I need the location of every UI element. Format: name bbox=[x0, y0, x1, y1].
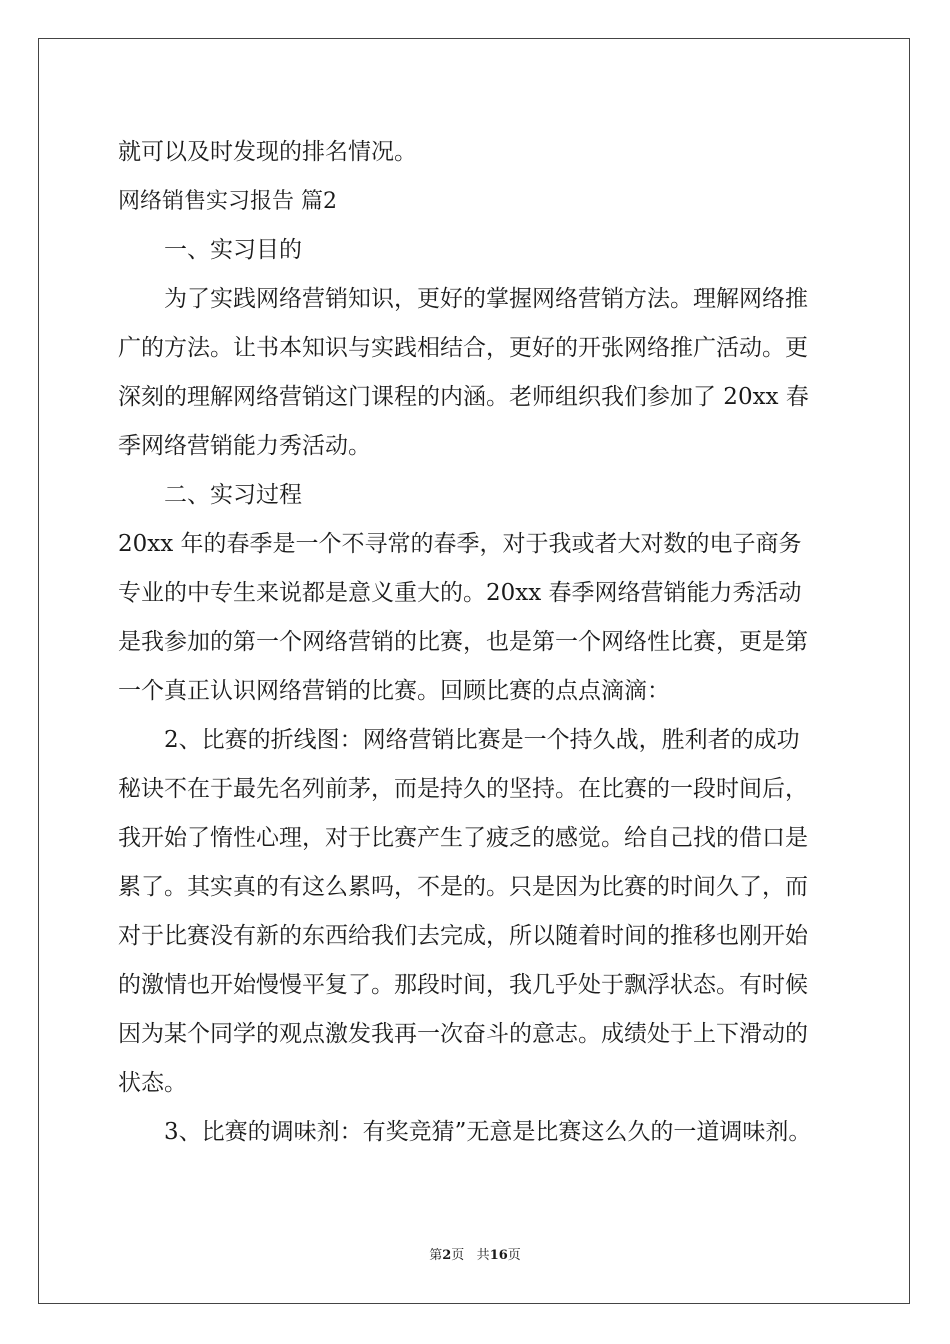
subheading: 二、实习过程 bbox=[164, 482, 302, 508]
page-label-prefix: 第 bbox=[429, 1248, 443, 1263]
text-line: 累了。其实真的有这么累吗，不是的。只是因为比赛的时间久了，而 bbox=[118, 874, 808, 900]
text-line: 的激情也开始慢慢平复了。那段时间，我几乎处于飘浮状态。有时候 bbox=[118, 972, 808, 998]
text-line: 因为某个同学的观点激发我再一次奋斗的意志。成绩处于上下滑动的 bbox=[118, 1021, 808, 1047]
text-line: 对于比赛没有新的东西给我们去完成，所以随着时间的推移也刚开始 bbox=[118, 923, 808, 949]
total-label-suffix: 页 bbox=[507, 1248, 521, 1263]
section-title: 网络销售实习报告 篇2 bbox=[118, 189, 337, 214]
total-label-prefix: 共 bbox=[476, 1248, 490, 1263]
document-body bbox=[118, 128, 834, 1157]
text-line: 状态。 bbox=[118, 1070, 187, 1096]
text-line: 2、比赛的折线图：网络营销比赛是一个持久战，胜利者的成功 bbox=[164, 727, 800, 753]
subheading: 一、实习目的 bbox=[164, 237, 302, 263]
page-footer bbox=[0, 1246, 950, 1266]
text-line: 是我参加的第一个网络营销的比赛，也是第一个网络性比赛，更是第 bbox=[118, 629, 808, 655]
text-line: 专业的中专生来说都是意义重大的。20xx 春季网络营销能力秀活动 bbox=[118, 580, 802, 606]
page-number: 2 bbox=[442, 1248, 452, 1263]
text-line: 季网络营销能力秀活动。 bbox=[118, 433, 371, 459]
text-line: 为了实践网络营销知识，更好的掌握网络营销方法。理解网络推 bbox=[164, 286, 808, 312]
text-line: 3、比赛的调味剂：有奖竞猜”无意是比赛这么久的一道调味剂。 bbox=[164, 1119, 812, 1145]
page-label-suffix: 页 bbox=[451, 1248, 465, 1263]
text-line: 秘诀不在于最先名列前茅，而是持久的坚持。在比赛的一段时间后， bbox=[118, 776, 808, 802]
total-pages: 16 bbox=[489, 1248, 508, 1263]
text-line: 广的方法。让书本知识与实践相结合，更好的开张网络推广活动。更 bbox=[118, 335, 808, 361]
text-line: 一个真正认识网络营销的比赛。回顾比赛的点点滴滴： bbox=[118, 678, 670, 704]
text-line: 就可以及时发现的排名情况。 bbox=[118, 139, 417, 165]
text-line: 我开始了惰性心理，对于比赛产生了疲乏的感觉。给自己找的借口是 bbox=[118, 825, 808, 851]
text-line: 20xx 年的春季是一个不寻常的春季，对于我或者大对数的电子商务 bbox=[118, 531, 802, 557]
text-line: 深刻的理解网络营销这门课程的内涵。老师组织我们参加了 20xx 春 bbox=[118, 384, 809, 410]
